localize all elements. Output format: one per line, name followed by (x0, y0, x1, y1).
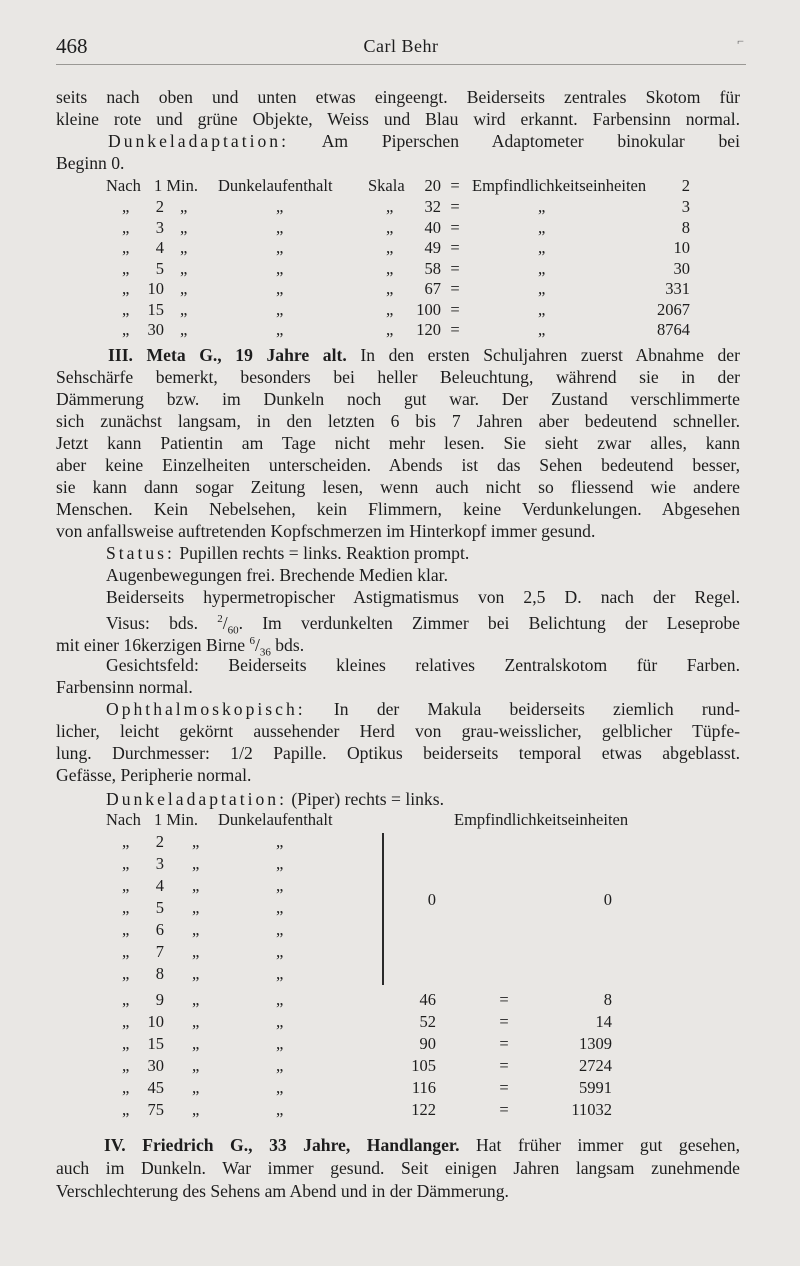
text-fragment: mit einer 16kerzigen Birne (56, 634, 250, 655)
ditto-mark: „ (192, 964, 200, 983)
skala-value: 90 (419, 1034, 436, 1053)
bracket-value-right: 0 (603, 890, 612, 909)
ditto-mark: „ (122, 1078, 130, 1097)
skala-value: 52 (419, 1012, 436, 1031)
text-line: Gefässe, Peripherie normal. (56, 765, 252, 785)
status-label: Status: (106, 543, 175, 563)
minutes-value: 10 (147, 279, 164, 298)
equals-sign: = (450, 238, 460, 257)
minutes-value: 4 (155, 876, 164, 895)
ditto-mark: „ (180, 299, 188, 319)
ditto-mark: „ (180, 258, 188, 278)
text-line: Jetzt kann Patientin am Tage nicht mehr lesen. Sie sieht zwar alles, kann (56, 433, 740, 453)
skala-value: 46 (419, 990, 436, 1009)
text-fragment: lung. Durchmesser: (56, 743, 231, 763)
minutes-value: 5 (155, 258, 164, 278)
minutes-value: 45 (147, 1078, 164, 1097)
text-line: licher, leicht gekörnt aussehender Herd von grau-weisslicher, gelblicher Tüpfe- (56, 721, 740, 741)
minutes-value: 3 (155, 217, 164, 237)
table-header-dunkel: Dunkelaufenthalt (218, 176, 333, 195)
skala-value: 120 (416, 320, 441, 339)
minutes-value: 7 (155, 942, 164, 961)
table-header-empf: Empfindlichkeitseinheiten (472, 176, 647, 195)
skala-value: 105 (411, 1056, 436, 1075)
text-line: Gesichtsfeld: Beiderseits kleines relatives Zentralskotom für Farben. (106, 655, 740, 675)
sensitivity-value: 8 (603, 990, 612, 1009)
dunkel-text: Am Piperschen Adaptometer binokular bei (321, 131, 740, 151)
dunkel2-label: Dunkeladaptation: (106, 789, 287, 809)
ditto-mark: „ (276, 990, 284, 1009)
text-line: aber keine Einzelheiten unterscheiden. Abends ist das Sehen bedeutend besser, (56, 455, 740, 475)
skala-value: 100 (416, 299, 441, 319)
minutes-value: 9 (155, 990, 164, 1009)
fraction-num: 6 (249, 635, 255, 647)
ditto-mark: „ (180, 217, 188, 237)
dunkel-label: Dunkeladaptation: (108, 131, 289, 151)
minutes-value: 30 (147, 320, 164, 339)
ditto-mark: „ (192, 1012, 200, 1031)
minutes-value: 2 (155, 197, 164, 216)
text-line: Beiderseits hypermetropischer Astigmatismus von 2,5 D. nach der Regel. (106, 587, 740, 607)
ditto-mark: „ (276, 1100, 284, 1119)
fraction-den: 36 (259, 646, 271, 659)
ditto-mark: „ (122, 920, 130, 939)
running-head-author: Carl Behr (363, 36, 439, 56)
sensitivity-value: 14 (595, 1012, 612, 1031)
page-header (56, 34, 746, 65)
ditto-mark: „ (122, 1056, 130, 1075)
text-line: von anfallsweise auftretenden Kopfschmerzen im Hinterkopf immer gesund. (56, 521, 596, 541)
dunkel2-line (106, 788, 740, 810)
corner-mark: ⌐ (737, 34, 744, 48)
ditto-mark: „ (122, 238, 130, 257)
minutes-value: 2 (155, 832, 164, 851)
ditto-mark: „ (276, 217, 284, 237)
ditto-mark: „ (180, 197, 188, 216)
text-line: kleine rote und grüne Objekte, Weiss und Blau wird erkannt. Farbensinn normal. (56, 109, 740, 129)
case-3-heading: III. Meta G., 19 Jahre alt. (108, 345, 347, 365)
minutes-value: 75 (147, 1100, 164, 1119)
skala-value: 49 (424, 238, 441, 257)
ditto-mark: „ (276, 258, 284, 278)
page-number: 468 (56, 34, 88, 58)
text-line: auch im Dunkeln. War immer gesund. Seit einigen Jahren langsam zunehmende (56, 1158, 740, 1178)
skala-value: 122 (411, 1100, 436, 1119)
ditto-mark: „ (276, 1012, 284, 1031)
status-line (106, 542, 740, 564)
ditto-mark: „ (538, 197, 546, 216)
ditto-mark: „ (192, 990, 200, 1009)
ditto-mark: „ (192, 1034, 200, 1053)
equals-sign: = (450, 197, 460, 216)
fraction-den: 60 (227, 624, 239, 637)
sensitivity-value: 8764 (657, 320, 690, 339)
ditto-mark: „ (192, 920, 200, 939)
text-line: sich zunächst langsam, in den letzten 6 bis 7 Jahren aber bedeutend schneller. (56, 411, 740, 431)
ditto-mark: „ (180, 320, 188, 339)
table2-header-min: 1 Min. (154, 810, 199, 829)
text-line: Augenbewegungen frei. Brechende Medien klar. (106, 565, 448, 585)
text-fragment: In der Makula beiderseits ziemlich rund- (333, 699, 740, 719)
ditto-mark: „ (192, 898, 200, 917)
text-fragment: Hat früher immer gut gesehen, (476, 1135, 740, 1155)
ditto-mark: „ (122, 279, 130, 298)
minutes-value: 6 (155, 920, 164, 939)
ditto-mark: „ (538, 217, 546, 237)
text-fragment: . Im verdunkelten Zimmer bei Belichtung der Leseprobe (238, 612, 740, 633)
table2-header-nach: Nach (106, 810, 141, 829)
ditto-mark: „ (276, 320, 284, 339)
table-header-eq: = (450, 176, 460, 195)
minutes-value: 5 (155, 898, 164, 917)
dunkel2-text: (Piper) rechts = links. (291, 789, 444, 809)
ditto-mark: „ (122, 1012, 130, 1031)
ditto-mark: „ (276, 238, 284, 257)
ophth-label: Ophthalmoskopisch: (106, 699, 306, 719)
skala-value: 116 (411, 1078, 436, 1097)
ditto-mark: „ (276, 832, 284, 851)
sensitivity-value: 11032 (571, 1100, 612, 1119)
ditto-mark: „ (276, 299, 284, 319)
case-4-heading: IV. Friedrich G., 33 Jahre, Handlanger. (104, 1135, 460, 1155)
text-line: seits nach oben und unten etwas eingeengt. Beiderseits zentrales Skotom für (56, 87, 740, 107)
ditto-mark: „ (386, 320, 394, 339)
minutes-value: 30 (147, 1056, 164, 1075)
ditto-mark: „ (538, 238, 546, 257)
ditto-mark: „ (386, 238, 394, 257)
text-fragment: Papille. Optikus beiderseits temporal etwas abgeblasst. (273, 743, 740, 763)
text-line: Sehschärfe bemerkt, besonders bei heller Beleuchtung, während sie in der (56, 367, 740, 387)
skala-value: 40 (424, 217, 441, 237)
ditto-mark: „ (538, 258, 546, 278)
ditto-mark: „ (538, 299, 546, 319)
ditto-mark: „ (192, 876, 200, 895)
ditto-mark: „ (192, 942, 200, 961)
sensitivity-value: 3 (681, 197, 690, 216)
text-fragment: bds. (270, 634, 305, 655)
table-header-res: 2 (681, 176, 690, 195)
sensitivity-value: 10 (673, 238, 690, 257)
skala-value: 67 (424, 279, 441, 298)
text-line: Dämmerung bzw. im Dunkeln noch gut war. Der Zustand verschlimmerte (56, 389, 740, 409)
table-header-skala: Skala (368, 176, 405, 195)
text-fragment: In den ersten Schuljahren zuerst Abnahme der (360, 345, 740, 365)
ditto-mark: „ (276, 898, 284, 917)
fraction-slash: / (254, 634, 260, 655)
ditto-mark: „ (122, 1100, 130, 1119)
skala-value: 32 (424, 197, 441, 216)
ditto-mark: „ (122, 964, 130, 983)
ditto-mark: „ (122, 299, 130, 319)
bracket-value-left: 0 (427, 890, 436, 909)
ditto-mark: „ (122, 990, 130, 1009)
ditto-mark: „ (276, 964, 284, 983)
minutes-value: 15 (147, 299, 164, 319)
minutes-value: 10 (147, 1012, 164, 1031)
ditto-mark: „ (276, 197, 284, 216)
ditto-mark: „ (386, 258, 394, 278)
ditto-mark: „ (180, 279, 188, 298)
equals-sign: = (499, 1100, 509, 1119)
ophth-line-3 (56, 742, 740, 764)
case-4-first-line (104, 1134, 740, 1156)
table2-header-empf: Empfindlichkeitseinheiten (454, 810, 629, 829)
table-header-min: 1 Min. (154, 176, 199, 195)
ditto-mark: „ (276, 876, 284, 895)
ditto-mark: „ (538, 279, 546, 298)
equals-sign: = (450, 258, 460, 278)
fraction-slash: / (222, 612, 228, 633)
fraction-half: 1/2 (230, 743, 253, 763)
dunkel-line (108, 130, 740, 152)
ditto-mark: „ (276, 1034, 284, 1053)
ditto-mark: „ (276, 854, 284, 873)
equals-sign: = (450, 320, 460, 339)
equals-sign: = (499, 1012, 509, 1031)
table-header-val: 20 (424, 176, 441, 195)
minutes-value: 4 (155, 238, 164, 257)
ditto-mark: „ (192, 1100, 200, 1119)
case-3-first-line (108, 344, 740, 366)
ditto-mark: „ (386, 279, 394, 298)
ditto-mark: „ (276, 1056, 284, 1075)
ditto-mark: „ (386, 197, 394, 216)
text-line: sie kann dann sogar Zeitung lesen, wenn auch nicht so fliessend wie andere (56, 477, 740, 497)
ditto-mark: „ (122, 197, 130, 216)
ditto-mark: „ (192, 1078, 200, 1097)
status-text: Pupillen rechts = links. Reaktion prompt. (179, 543, 470, 563)
text-fragment: Visus: bds. (106, 612, 218, 633)
equals-sign: = (450, 217, 460, 237)
equals-sign: = (450, 299, 460, 319)
sensitivity-value: 8 (681, 217, 690, 237)
sensitivity-value: 331 (665, 279, 690, 298)
skala-value: 58 (424, 258, 441, 278)
equals-sign: = (499, 1034, 509, 1053)
sensitivity-value: 2067 (657, 299, 690, 319)
ditto-mark: „ (122, 320, 130, 339)
text-line: Verschlechterung des Sehens am Abend und in der Dämmerung. (56, 1181, 509, 1201)
ditto-mark: „ (122, 876, 130, 895)
ditto-mark: „ (276, 279, 284, 298)
table-header-nach: Nach (106, 176, 141, 195)
ditto-mark: „ (192, 832, 200, 851)
ditto-mark: „ (180, 238, 188, 257)
minutes-value: 8 (155, 964, 164, 983)
ditto-mark: „ (276, 942, 284, 961)
equals-sign: = (499, 1078, 509, 1097)
ditto-mark: „ (122, 258, 130, 278)
text-line: Beginn 0. (56, 153, 125, 173)
ditto-mark: „ (192, 854, 200, 873)
equals-sign: = (450, 279, 460, 298)
ditto-mark: „ (386, 299, 394, 319)
ditto-mark: „ (122, 854, 130, 873)
ditto-mark: „ (276, 920, 284, 939)
ditto-mark: „ (122, 217, 130, 237)
table2-header-dunkel: Dunkelaufenthalt (218, 810, 333, 829)
fraction-num: 2 (217, 613, 223, 625)
bracket-line (382, 833, 384, 985)
minutes-value: 15 (147, 1034, 164, 1053)
text-line: Farbensinn normal. (56, 677, 193, 697)
sensitivity-value: 30 (673, 258, 690, 278)
minutes-value: 3 (155, 854, 164, 873)
ditto-mark: „ (192, 1056, 200, 1075)
ditto-mark: „ (122, 1034, 130, 1053)
equals-sign: = (499, 990, 509, 1009)
sensitivity-value: 1309 (579, 1034, 612, 1053)
equals-sign: = (499, 1056, 509, 1075)
ditto-mark: „ (276, 1078, 284, 1097)
text-line: Menschen. Kein Nebelsehen, kein Flimmern, keine Verdunkelungen. Abgesehen (56, 499, 740, 519)
ditto-mark: „ (122, 832, 130, 851)
ditto-mark: „ (122, 898, 130, 917)
ophth-line (106, 698, 740, 720)
ditto-mark: „ (122, 942, 130, 961)
sensitivity-value: 2724 (579, 1056, 612, 1075)
sensitivity-value: 5991 (579, 1078, 612, 1097)
ditto-mark: „ (386, 217, 394, 237)
ditto-mark: „ (538, 320, 546, 339)
